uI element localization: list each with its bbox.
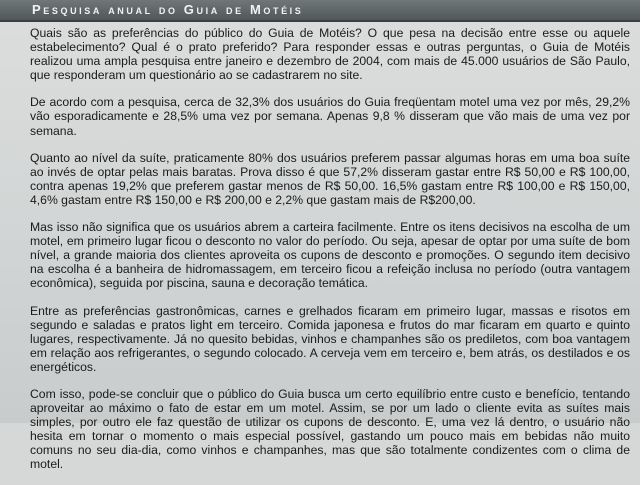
title-divider bbox=[0, 20, 640, 22]
paragraph-gastronomy: Entre as preferências gastronômicas, carnes e grelhados ficaram em primeiro lugar, massas e risotos em segundo e saladas e pratos light em terceiro. Comida japonesa e frutos do mar ficaram em quarto e quinto lugares, respectivamente. Já no quesito bebidas, vinhos e champanhes são os prediletos, com boa vantagem em relação aos refrigerantes, o segundo colocado. A cerveja vem em terceiro e, bem atrás, os destilados e os energéticos. bbox=[30, 303, 630, 374]
paragraph-frequency: De acordo com a pesquisa, cerca de 32,3% dos usuários do Guia freqüentam motel uma vez por mês, 29,2% vão esporadicamente e 28,5% uma vez por semana. Apenas 9,8 % disseram que vão mais de uma vez por semana. bbox=[30, 95, 630, 138]
paragraph-intro: Quais são as preferências do público do Guia de Motéis? O que pesa na decisão entre esse ou aquele estabelecimento? Qual é o prato preferido? Para responder essas e outras perguntas, o Guia de Motéis realizou uma ampla pesquisa entre janeiro e dezembro de 2004, com mais de 45.000 usuários de São Paulo, que responderam um questionário ao se cadastrarem no site. bbox=[30, 26, 630, 83]
title-bar bbox=[0, 0, 640, 22]
paragraph-decision-items: Mas isso não significa que os usuários abrem a carteira facilmente. Entre os itens decisivos na escolha de um motel, em primeiro lugar ficou o desconto no valor do período. Ou seja, apesar de optar por uma suíte de bom nível, a grande maioria dos clientes aproveita os cupons de desconto e promoções. O segundo item decisivo na escolha é a banheira de hidromassagem, em terceiro ficou a refeição inclusa no período (outra vantagem econômica), seguida por piscina, sauna e decoração temática. bbox=[30, 220, 630, 291]
paragraph-conclusion: Com isso, pode-se concluir que o público do Guia busca um certo equilíbrio entre custo e benefício, tentando aproveitar ao máximo o fato de estar em um motel. Assim, se por um lado o cliente evita as suítes mais simples, por outro ele faz questão de utilizar os cupons de desconto. E, uma vez lá dentro, o usuário não hesita em tornar o momento o mais especial possível, gastando um pouco mais em bebidas não muito comuns no seu dia-dia, como vinhos e champanhes, mas que são totalmente condizentes com o clima de motel. bbox=[30, 386, 630, 472]
paragraph-suite-level: Quanto ao nível da suíte, praticamente 80% dos usuários preferem passar algumas horas em uma boa suíte ao invés de optar pelas mais baratas. Prova disso é que 57,2% disseram gastar entre R$ 50,00 e R$ 100,00, contra apenas 19,2% que preferem gastar menos de R$ 50,00. 16,5% gastam entre R$ 100,00 e R$ 150,00, 4,6% gastam entre R$ 150,00 e R$ 200,00 e 2,2% que gastam mais de R$200,00. bbox=[30, 150, 630, 207]
article-body bbox=[30, 26, 630, 485]
page-title: Pesquisa anual do Guia de Motéis bbox=[32, 2, 304, 17]
